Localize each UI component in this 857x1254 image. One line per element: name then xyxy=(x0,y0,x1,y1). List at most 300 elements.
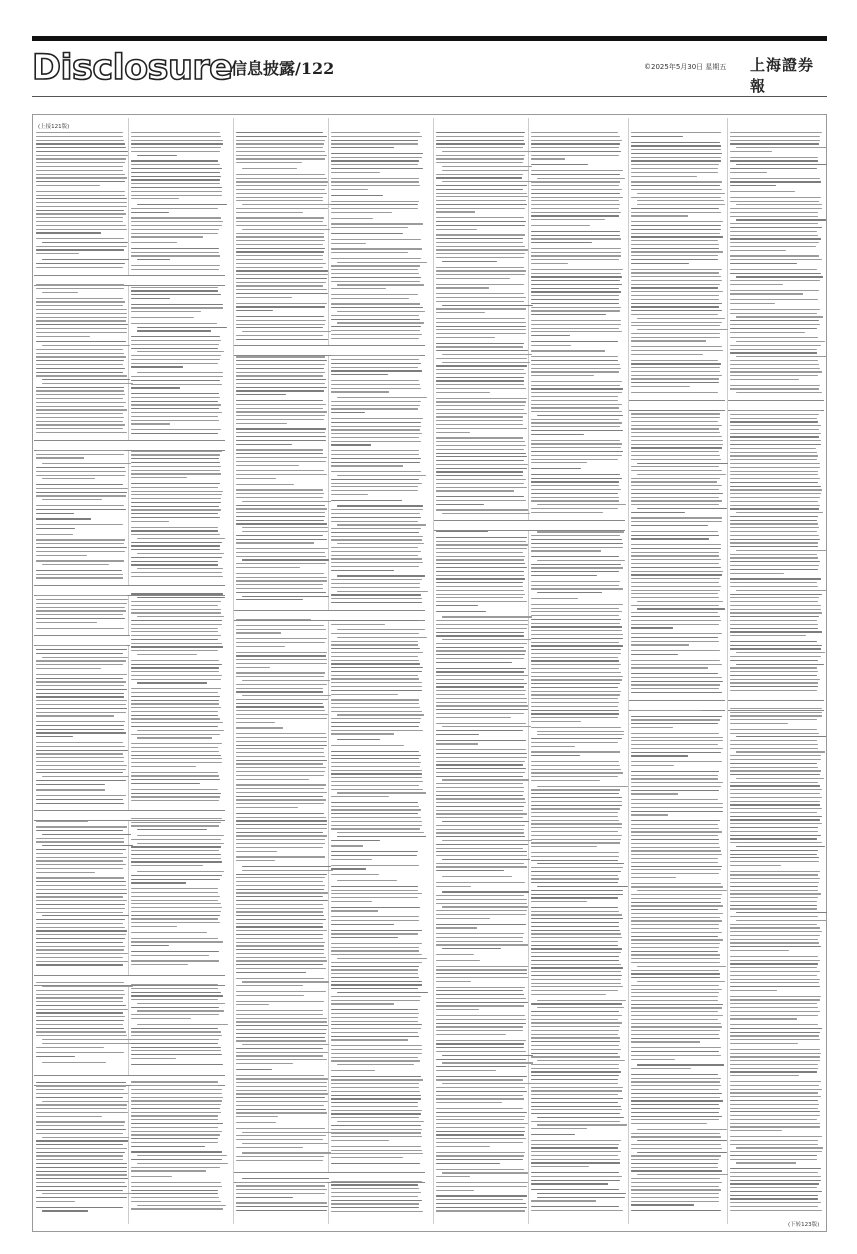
text-line xyxy=(131,696,220,697)
text-line xyxy=(436,358,527,359)
text-line xyxy=(131,513,218,514)
text-line xyxy=(436,432,470,433)
text-line xyxy=(436,806,524,807)
text-line xyxy=(36,528,75,529)
text-line xyxy=(36,263,125,264)
text-line xyxy=(331,901,372,902)
text-line xyxy=(236,908,324,909)
text-line xyxy=(436,679,524,680)
text-line xyxy=(131,896,220,897)
text-line xyxy=(436,208,525,209)
text-line xyxy=(637,1064,724,1065)
text-line xyxy=(531,280,620,281)
text-line xyxy=(730,797,822,798)
text-line xyxy=(131,294,221,295)
text-line xyxy=(36,599,128,600)
text-line xyxy=(531,653,621,654)
text-line xyxy=(236,516,325,517)
text-line xyxy=(631,432,720,433)
text-line xyxy=(631,459,721,460)
text-line xyxy=(331,303,420,304)
text-line xyxy=(331,583,420,584)
text-line xyxy=(436,998,526,999)
text-line xyxy=(730,309,820,310)
text-line xyxy=(331,243,366,244)
text-line xyxy=(131,498,221,499)
text-line xyxy=(436,899,527,900)
text-line xyxy=(531,882,618,883)
text-line xyxy=(436,717,511,718)
text-line xyxy=(36,534,73,535)
text-line xyxy=(331,566,419,567)
text-line xyxy=(331,147,394,148)
text-line xyxy=(236,372,325,373)
text-line xyxy=(736,778,825,779)
text-line xyxy=(131,1146,205,1147)
text-line xyxy=(730,823,822,824)
text-line xyxy=(331,462,420,463)
text-line xyxy=(131,423,170,424)
text-line xyxy=(331,1153,423,1154)
text-line xyxy=(242,531,329,532)
text-line xyxy=(436,449,524,450)
text-line xyxy=(236,655,326,656)
text-line xyxy=(36,896,123,897)
text-line xyxy=(331,874,379,875)
text-line xyxy=(531,132,618,133)
text-line xyxy=(131,915,220,916)
text-line xyxy=(730,648,821,649)
text-line xyxy=(331,694,398,695)
text-line xyxy=(236,255,323,256)
text-line xyxy=(436,136,524,137)
text-line xyxy=(236,985,303,986)
text-line xyxy=(631,654,678,655)
text-line xyxy=(436,749,526,750)
text-line xyxy=(36,324,128,325)
text-line xyxy=(730,733,819,734)
text-line xyxy=(730,609,821,610)
text-line xyxy=(331,652,423,653)
text-line xyxy=(236,796,323,797)
text-line xyxy=(436,274,525,275)
text-line xyxy=(331,490,418,491)
text-line xyxy=(131,945,169,946)
text-line xyxy=(36,934,126,935)
text-line xyxy=(236,684,327,685)
text-line xyxy=(131,549,220,550)
text-line xyxy=(730,950,789,951)
text-line xyxy=(331,806,419,807)
text-line xyxy=(442,948,502,949)
text-line xyxy=(730,421,818,422)
text-line xyxy=(730,328,817,329)
text-line xyxy=(436,870,504,871)
text-line xyxy=(131,393,219,394)
text-line xyxy=(131,800,219,801)
text-line xyxy=(436,398,527,399)
text-line xyxy=(236,217,324,218)
text-line xyxy=(42,657,129,658)
text-line xyxy=(730,967,817,968)
text-line xyxy=(331,562,423,563)
text-line xyxy=(331,450,419,451)
text-line xyxy=(131,818,222,819)
text-line xyxy=(631,605,719,606)
text-line xyxy=(331,845,363,846)
text-line xyxy=(236,1090,327,1091)
text-line xyxy=(131,542,222,543)
text-line xyxy=(137,568,224,569)
text-line xyxy=(242,981,330,982)
text-line xyxy=(637,981,725,982)
text-line xyxy=(36,784,105,785)
text-line xyxy=(131,269,219,270)
text-line xyxy=(236,404,326,405)
text-line xyxy=(436,453,526,454)
text-line xyxy=(631,593,718,594)
text-line xyxy=(36,574,123,575)
text-line xyxy=(436,675,528,676)
text-line xyxy=(631,493,723,494)
text-line xyxy=(137,1010,224,1011)
text-line xyxy=(36,555,87,556)
text-line xyxy=(631,641,719,642)
text-line xyxy=(631,1015,723,1016)
text-line xyxy=(730,801,820,802)
text-line xyxy=(730,1210,822,1211)
text-line xyxy=(242,680,330,681)
text-line xyxy=(36,712,126,713)
text-line xyxy=(631,172,718,173)
text-line xyxy=(631,660,720,661)
text-line xyxy=(730,143,819,144)
text-line xyxy=(531,1026,620,1027)
text-line xyxy=(131,875,222,876)
text-line xyxy=(236,158,325,159)
text-line xyxy=(531,158,565,159)
text-line xyxy=(436,628,527,629)
text-line xyxy=(236,900,328,901)
text-line xyxy=(331,132,420,133)
text-line xyxy=(436,1091,527,1092)
text-line xyxy=(242,229,330,230)
text-line xyxy=(436,409,524,410)
text-line xyxy=(631,255,718,256)
text-line xyxy=(331,558,422,559)
text-line xyxy=(631,425,722,426)
text-line xyxy=(631,684,720,685)
text-line xyxy=(236,1033,326,1034)
text-line xyxy=(631,905,723,906)
text-line xyxy=(331,454,419,455)
text-line xyxy=(331,218,373,219)
text-line xyxy=(436,544,528,545)
text-line xyxy=(331,667,423,668)
text-line xyxy=(730,497,820,498)
text-line xyxy=(131,1112,221,1113)
text-line xyxy=(531,765,620,766)
text-line xyxy=(337,475,426,476)
text-line xyxy=(531,140,622,141)
text-line xyxy=(436,795,523,796)
text-line xyxy=(36,830,123,831)
text-line xyxy=(631,421,718,422)
text-line xyxy=(131,593,223,594)
text-line xyxy=(730,874,818,875)
text-line xyxy=(436,1134,524,1135)
text-line xyxy=(730,471,818,472)
text-line xyxy=(631,142,720,143)
text-line xyxy=(131,1123,223,1124)
text-line xyxy=(331,140,418,141)
text-line xyxy=(236,659,327,660)
text-line xyxy=(730,242,819,243)
text-line xyxy=(236,1004,269,1005)
text-line xyxy=(436,1019,526,1020)
text-line xyxy=(631,1170,722,1171)
text-line xyxy=(131,1064,223,1065)
text-line xyxy=(131,643,222,644)
text-line xyxy=(631,248,719,249)
text-line xyxy=(131,236,203,237)
text-line xyxy=(36,1171,127,1172)
text-line xyxy=(631,951,718,952)
text-line xyxy=(631,898,721,899)
text-line xyxy=(331,996,421,997)
text-line xyxy=(531,147,619,148)
text-line xyxy=(36,885,126,886)
text-line xyxy=(730,675,817,676)
text-line xyxy=(236,646,285,647)
text-line xyxy=(236,1055,323,1056)
text-line xyxy=(331,1000,420,1001)
text-line xyxy=(436,1142,523,1143)
text-line xyxy=(36,518,91,519)
text-line xyxy=(531,634,623,635)
text-line xyxy=(631,1155,721,1156)
text-line xyxy=(730,539,820,540)
text-line xyxy=(436,694,525,695)
text-line xyxy=(131,707,221,708)
text-line xyxy=(236,428,326,429)
text-line xyxy=(236,335,323,336)
text-line xyxy=(137,1155,228,1156)
text-line xyxy=(531,1071,621,1072)
text-line xyxy=(331,920,419,921)
text-column-5 xyxy=(436,132,528,1214)
text-line xyxy=(631,455,720,456)
text-line xyxy=(531,1034,618,1035)
text-line xyxy=(631,1000,718,1001)
text-line xyxy=(730,667,817,668)
text-line xyxy=(331,859,372,860)
text-line xyxy=(436,1026,523,1027)
text-line xyxy=(531,846,597,847)
text-line xyxy=(730,1123,820,1124)
text-line xyxy=(631,346,722,347)
text-line xyxy=(730,1081,821,1082)
text-line xyxy=(436,705,528,706)
text-line xyxy=(331,1087,419,1088)
text-line xyxy=(631,1093,722,1094)
text-line xyxy=(331,227,408,228)
text-line xyxy=(531,1134,575,1135)
text-line xyxy=(42,1193,132,1194)
text-line xyxy=(331,388,421,389)
text-line xyxy=(36,769,126,770)
text-line xyxy=(36,136,123,137)
text-line xyxy=(36,614,123,615)
text-line xyxy=(36,225,126,226)
text-line xyxy=(131,323,217,324)
text-line xyxy=(730,231,817,232)
text-line xyxy=(131,311,201,312)
text-line xyxy=(531,215,619,216)
text-line xyxy=(331,699,419,700)
text-line xyxy=(331,1117,419,1118)
text-line xyxy=(131,793,221,794)
text-line xyxy=(730,927,820,928)
text-line xyxy=(36,715,114,716)
text-line xyxy=(331,660,419,661)
text-line xyxy=(137,1003,226,1004)
text-line xyxy=(436,537,527,538)
text-line xyxy=(631,322,722,323)
text-line xyxy=(131,179,220,180)
text-line xyxy=(436,941,523,942)
text-line xyxy=(236,270,328,271)
text-line xyxy=(236,629,326,630)
text-line xyxy=(436,981,471,982)
text-line xyxy=(36,221,123,222)
text-line xyxy=(631,814,668,815)
text-line xyxy=(631,444,723,445)
text-line xyxy=(436,238,523,239)
text-line xyxy=(331,656,418,657)
text-line xyxy=(637,601,724,602)
text-line xyxy=(531,727,621,728)
text-line xyxy=(236,1185,325,1186)
text-line xyxy=(730,436,819,437)
text-line xyxy=(331,1106,418,1107)
column-rule xyxy=(727,118,728,1224)
text-line xyxy=(331,277,421,278)
text-line xyxy=(131,900,218,901)
text-line xyxy=(531,1155,618,1156)
text-line xyxy=(736,1147,824,1148)
text-line xyxy=(736,147,828,148)
text-line xyxy=(631,970,719,971)
text-line xyxy=(730,645,822,646)
text-line xyxy=(631,828,719,829)
text-line xyxy=(730,975,817,976)
text-line xyxy=(131,692,218,693)
text-line xyxy=(531,550,601,551)
text-line xyxy=(631,1074,718,1075)
text-line xyxy=(631,451,719,452)
text-line xyxy=(436,1146,490,1147)
text-line xyxy=(631,1163,718,1164)
text-line xyxy=(131,620,222,621)
text-line xyxy=(730,605,821,606)
text-line xyxy=(331,239,421,240)
text-line xyxy=(730,364,819,365)
text-line xyxy=(36,387,124,388)
text-line xyxy=(331,164,418,165)
text-line xyxy=(436,225,525,226)
text-line xyxy=(436,1108,523,1109)
text-line xyxy=(631,197,721,198)
text-line xyxy=(631,847,720,848)
text-line xyxy=(131,225,222,226)
text-line xyxy=(631,962,720,963)
text-line xyxy=(436,1119,524,1120)
text-line xyxy=(131,265,220,266)
text-line xyxy=(531,276,622,277)
text-line xyxy=(236,193,327,194)
text-line xyxy=(331,1079,423,1080)
text-line xyxy=(236,360,327,361)
text-line xyxy=(36,341,126,342)
text-line xyxy=(436,601,527,602)
text-line xyxy=(531,945,618,946)
text-line xyxy=(236,874,327,875)
text-line xyxy=(131,1127,218,1128)
text-line xyxy=(331,185,420,186)
text-line xyxy=(631,410,719,411)
text-line xyxy=(236,364,325,365)
text-line xyxy=(631,478,720,479)
text-line xyxy=(337,397,427,398)
text-line xyxy=(531,1015,622,1016)
text-line xyxy=(236,964,323,965)
text-line xyxy=(236,306,325,307)
text-line xyxy=(236,244,323,245)
text-line xyxy=(531,761,619,762)
text-line xyxy=(236,1182,327,1183)
text-line xyxy=(631,778,718,779)
text-line xyxy=(331,294,418,295)
text-line xyxy=(236,632,281,633)
text-line xyxy=(131,932,207,933)
text-line xyxy=(436,346,523,347)
text-line xyxy=(730,1168,821,1169)
text-line xyxy=(531,225,590,226)
text-line xyxy=(236,714,328,715)
text-line xyxy=(36,238,124,239)
text-line xyxy=(631,727,673,728)
text-line xyxy=(531,539,622,540)
text-line xyxy=(331,1150,422,1151)
text-line xyxy=(730,942,819,943)
text-line xyxy=(531,1206,619,1207)
text-line xyxy=(131,359,220,360)
text-line xyxy=(730,565,819,566)
text-line xyxy=(637,318,725,319)
text-line xyxy=(236,508,327,509)
text-line xyxy=(631,943,720,944)
text-line xyxy=(631,755,688,756)
text-line xyxy=(236,470,324,471)
text-line xyxy=(436,1112,527,1113)
text-line xyxy=(331,598,422,599)
text-line xyxy=(631,544,721,545)
text-line xyxy=(236,465,299,466)
text-line xyxy=(36,780,126,781)
text-line xyxy=(537,178,626,179)
text-line xyxy=(531,1045,619,1046)
